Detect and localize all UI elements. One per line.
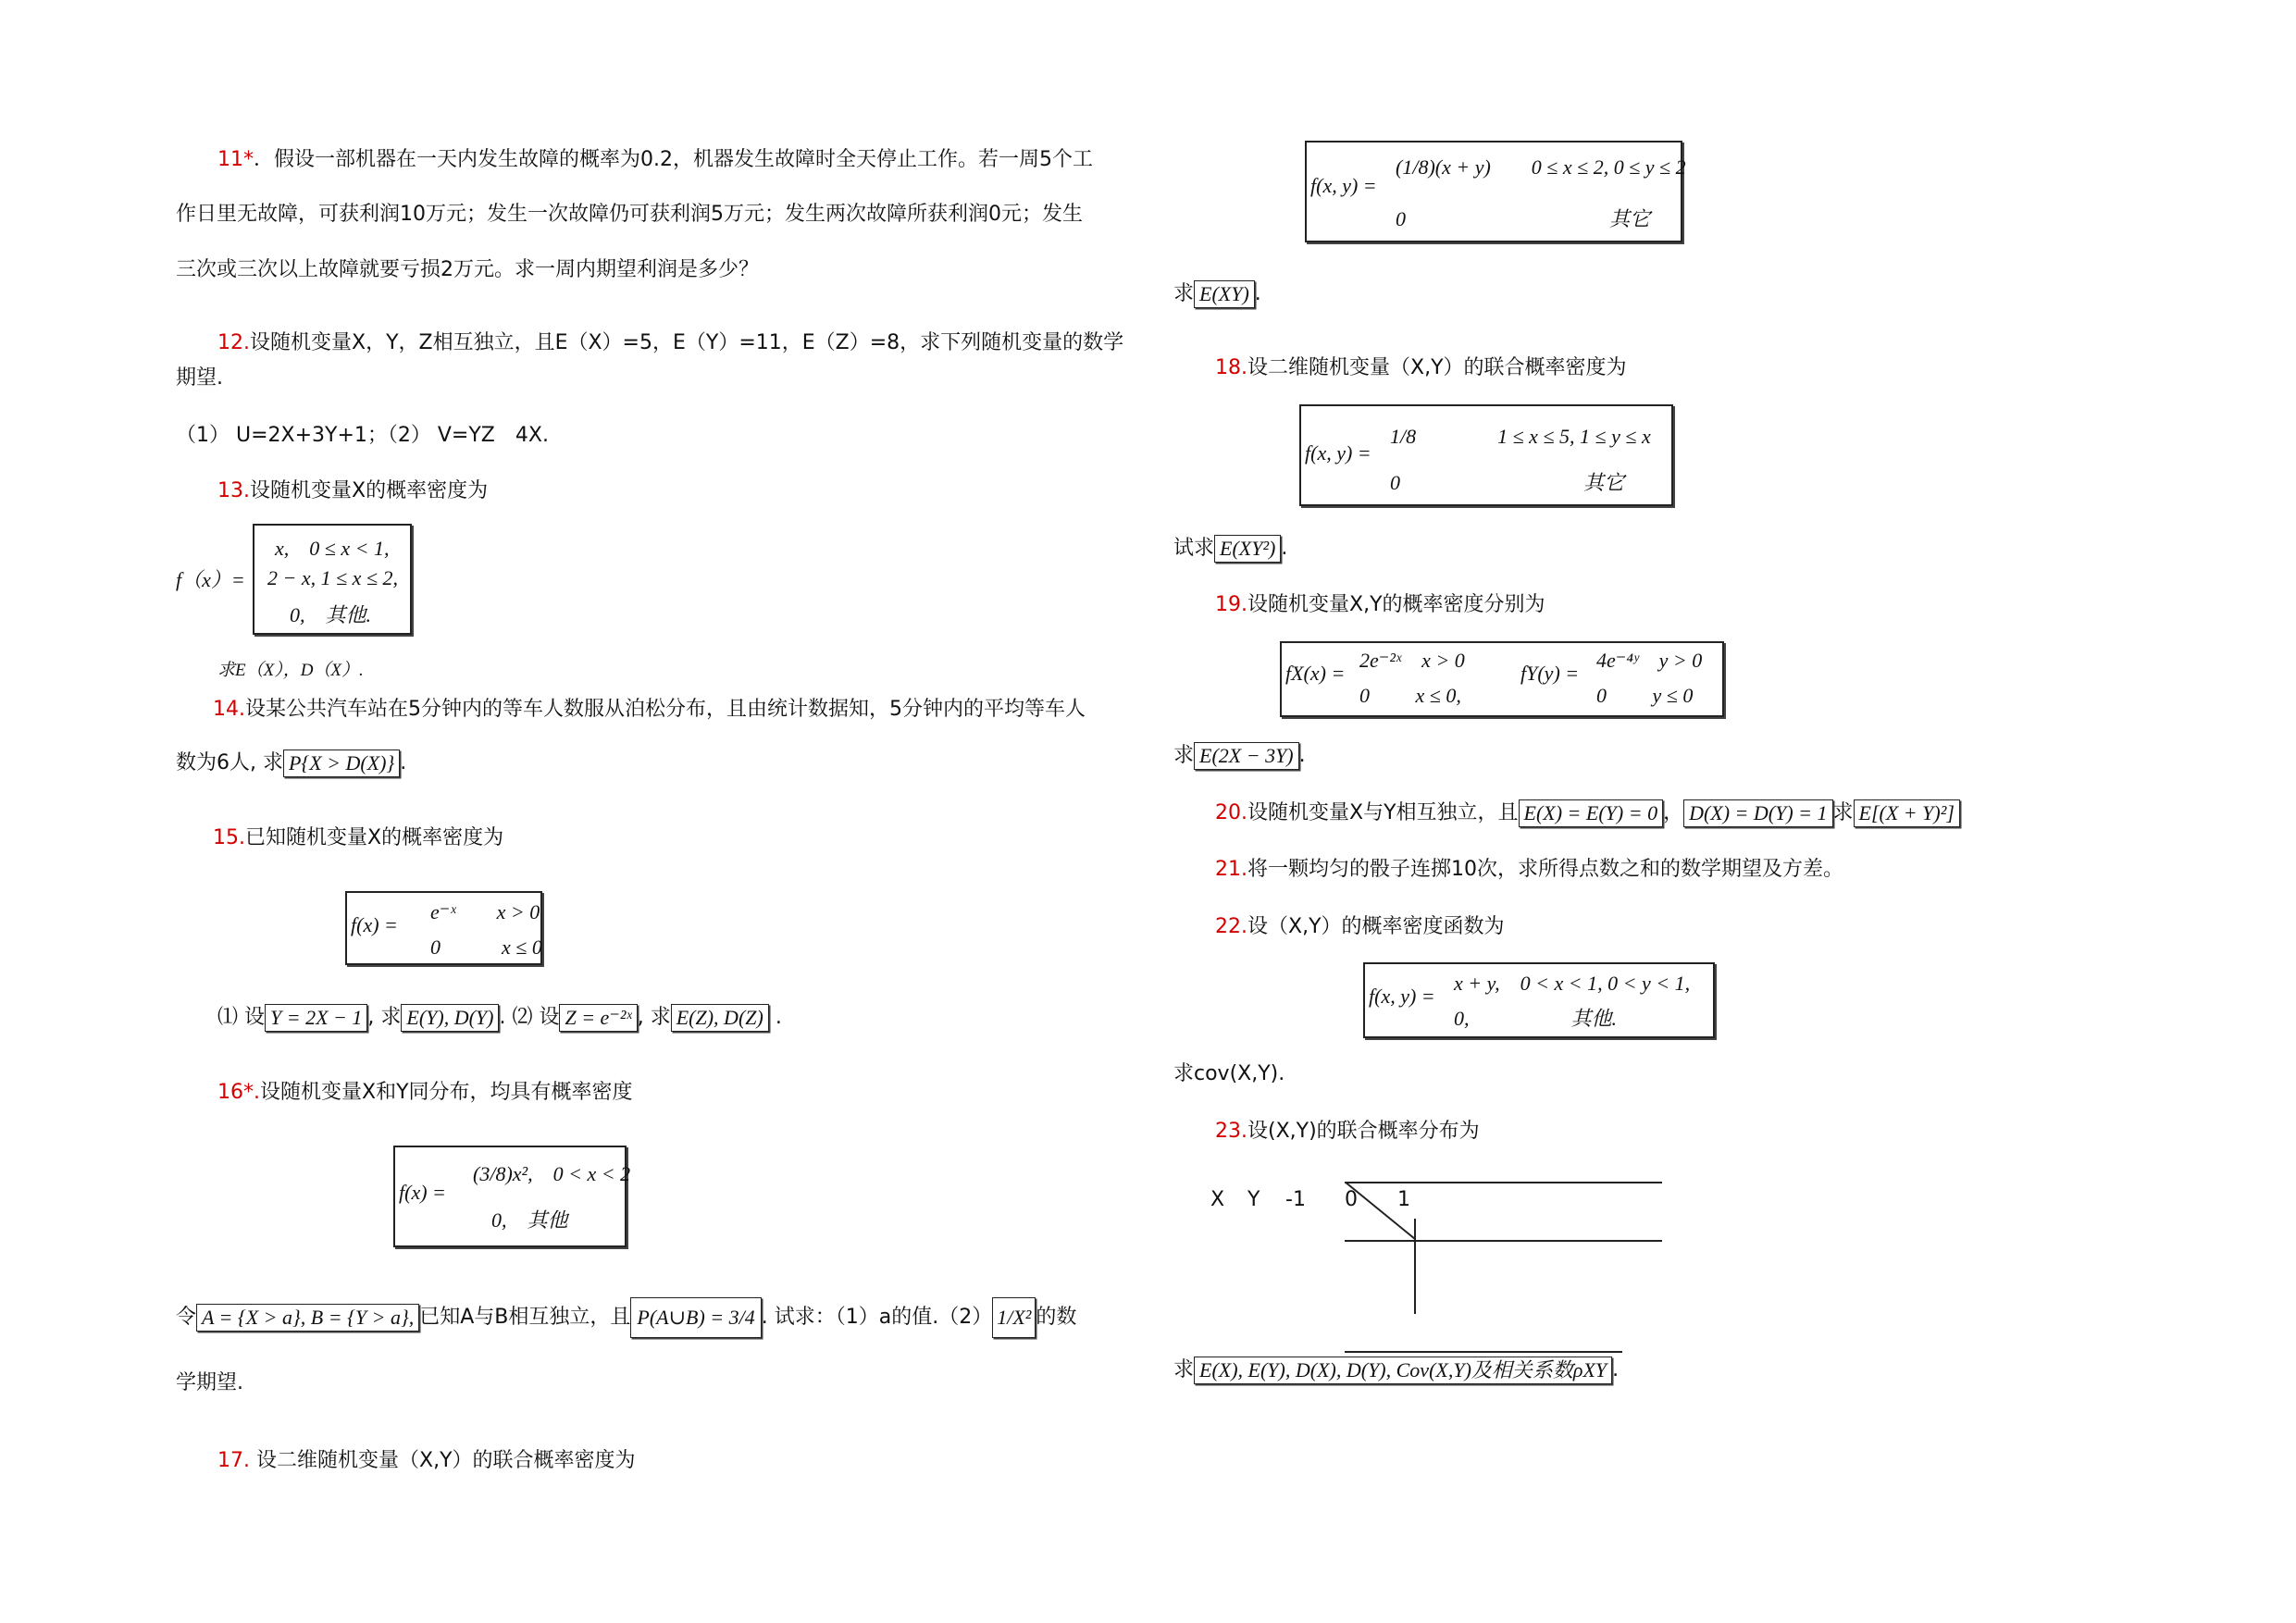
problem-19-question bbox=[1173, 742, 1306, 770]
expectation-expression: E(2X − 3Y) bbox=[1194, 742, 1299, 770]
expression-y: Y = 2X − 1 bbox=[265, 1004, 367, 1032]
question-label: 求 bbox=[1173, 1358, 1195, 1382]
problem-21-line-1 bbox=[1215, 858, 1843, 882]
problem-17-question bbox=[1173, 280, 1261, 308]
density-formula-box bbox=[345, 891, 542, 965]
problem-number: 19. bbox=[1215, 593, 1247, 616]
table-header-zero: 0 bbox=[1345, 1188, 1358, 1211]
punctuation: . bbox=[400, 751, 407, 775]
formula-case: x + y, 0 < x < 1, 0 < y < 1, bbox=[1454, 972, 1691, 995]
problem-number: 11* bbox=[217, 148, 254, 171]
problem-15-line-1 bbox=[213, 826, 503, 850]
problem-11-line-2: 作日里无故障，可获利润10万元；发生一次故障仍可获利润5万元；发生两次故障所获利润0元；发生 bbox=[176, 203, 1083, 226]
formula-case: e⁻ˣ x > 0 bbox=[430, 900, 540, 923]
table-bottom-rule bbox=[1345, 1351, 1622, 1353]
marginal-density-box bbox=[1280, 641, 1724, 717]
problem-number: 17. bbox=[217, 1449, 250, 1472]
table-header-one: 1 bbox=[1397, 1188, 1410, 1211]
problem-12-line-1 bbox=[217, 331, 1123, 355]
joint-density-box bbox=[1305, 141, 1686, 242]
problem-text: 设随机变量X，Y，Z相互独立，且E（X）=5，E（Y）=11，E（Z）=8，求下列随机变量的数学 bbox=[250, 331, 1124, 354]
joint-density-box bbox=[1363, 962, 1715, 1038]
problem-text: 设随机变量X的概率密度为 bbox=[250, 479, 489, 502]
expression-ez-dz: E(Z), D(Z) bbox=[671, 1004, 769, 1032]
formula-lhs: f(x, y) = bbox=[1369, 985, 1435, 1008]
problem-12-line-2: 期望. bbox=[176, 366, 223, 390]
problem-14-line-1 bbox=[213, 698, 1086, 722]
formula-case: 2e⁻²ˣ x > 0 bbox=[1359, 649, 1465, 672]
problem-number: 22. bbox=[1215, 915, 1247, 938]
question-label: 试求 bbox=[1173, 537, 1215, 561]
question-label: . ⑵ 设 bbox=[499, 1006, 560, 1030]
density-lhs: f（x）= bbox=[176, 568, 245, 591]
reciprocal-expression: 1/X² bbox=[992, 1297, 1036, 1338]
formula-lhs: fY(y) = bbox=[1520, 662, 1580, 685]
punctuation: . bbox=[1281, 537, 1288, 561]
problem-text: 已知随机变量X的概率密度为 bbox=[245, 826, 504, 849]
problem-text: ．假设一部机器在一天内发生故障的概率为0.2，机器发生故障时全天停止工作。若一周5个工 bbox=[254, 148, 1093, 171]
problem-16-line-1 bbox=[217, 1081, 633, 1105]
expectation-condition: E(X) = E(Y) = 0 bbox=[1519, 799, 1664, 827]
formula-lhs: f(x) = bbox=[351, 913, 398, 936]
problem-number: 12. bbox=[217, 331, 250, 354]
punctuation: . bbox=[1254, 282, 1261, 306]
problem-text: 设随机变量X,Y的概率密度分别为 bbox=[1247, 593, 1545, 616]
problem-11-line-3: 三次或三次以上故障就要亏损2万元。求一周内期望利润是多少？ bbox=[176, 258, 759, 281]
formula-case: 4e⁻⁴ʸ y > 0 bbox=[1596, 649, 1703, 672]
moments-expression: E(X), E(Y), D(X), D(Y), Cov(X,Y)及相关系数ρXY bbox=[1194, 1357, 1612, 1384]
problem-16-line-3: 学期望. bbox=[176, 1371, 243, 1394]
problem-number: 16*. bbox=[217, 1081, 260, 1104]
problem-14-line-2 bbox=[176, 750, 406, 777]
table-header-x: X bbox=[1210, 1188, 1225, 1211]
problem-23-line-1 bbox=[1215, 1120, 1480, 1144]
formula-lhs: f(x, y) = bbox=[1310, 174, 1377, 197]
expectation-expression: E[(X + Y)²] bbox=[1854, 799, 1960, 827]
expression-z: Z = e⁻²ˣ bbox=[559, 1004, 637, 1032]
problem-number: 23. bbox=[1215, 1120, 1247, 1143]
question-label: , 求 bbox=[367, 1006, 402, 1030]
table-header-y: Y bbox=[1247, 1188, 1260, 1211]
problem-23-question bbox=[1173, 1357, 1619, 1384]
problem-text: 数为6人, 求 bbox=[176, 751, 283, 775]
problem-13-question: 求E（X），D（X）. bbox=[217, 661, 364, 680]
problem-text: 设(X,Y)的联合概率分布为 bbox=[1247, 1120, 1480, 1143]
problem-12-line-3: （1） U=2X+3Y+1；（2） V=YZ 4X. bbox=[176, 424, 549, 447]
formula-case: (3/8)x², 0 < x < 2 bbox=[473, 1162, 631, 1185]
events-definition: A = {X > a}, B = {Y > a}, bbox=[196, 1304, 419, 1332]
formula-lhs: f(x) = bbox=[399, 1181, 446, 1204]
right-column bbox=[1173, 0, 2168, 1623]
formula-case: 2 − x, 1 ≤ x ≤ 2, bbox=[267, 566, 399, 589]
problem-text: 已知A与B相互独立，且 bbox=[419, 1306, 631, 1330]
problem-text: 设（X,Y）的概率密度函数为 bbox=[1247, 915, 1505, 938]
problem-15-questions bbox=[217, 1004, 782, 1032]
problem-text: . 试求：（1）a的值.（2） bbox=[761, 1306, 993, 1330]
formula-lhs: f(x, y) = bbox=[1305, 441, 1371, 465]
table-header-minus-one: -1 bbox=[1285, 1188, 1306, 1211]
punctuation: . bbox=[775, 1006, 782, 1030]
punctuation: ， bbox=[1663, 801, 1684, 825]
formula-case: 0 x ≤ 0, bbox=[1359, 684, 1461, 707]
problem-13-line-1 bbox=[217, 479, 488, 503]
density-formula-box bbox=[393, 1146, 631, 1247]
problem-number: 20. bbox=[1215, 801, 1247, 825]
formula-case: 0, 其他. bbox=[290, 603, 372, 626]
question-label: ⑴ 设 bbox=[217, 1006, 265, 1030]
punctuation: . bbox=[1612, 1358, 1620, 1382]
left-column bbox=[176, 0, 1134, 1623]
formula-case: 0 x ≤ 0 bbox=[430, 935, 542, 959]
problem-text: 设随机变量X和Y同分布，均具有概率密度 bbox=[260, 1081, 633, 1104]
formula-case: 0 其它 bbox=[1396, 207, 1651, 230]
punctuation: . bbox=[1298, 744, 1306, 768]
probability-expression: P{X > D(X)} bbox=[283, 750, 400, 777]
problem-20-line-1 bbox=[1215, 799, 1960, 827]
question-label: 令 bbox=[176, 1306, 197, 1330]
problem-text: 的数 bbox=[1036, 1306, 1077, 1330]
problem-17-line-1 bbox=[217, 1449, 636, 1473]
problem-18-question bbox=[1173, 535, 1287, 563]
joint-density-box bbox=[1299, 404, 1673, 506]
table-diagonal-line bbox=[1345, 1182, 1417, 1241]
problem-number: 15. bbox=[213, 826, 245, 849]
problem-22-question: 求cov(X,Y). bbox=[1173, 1062, 1285, 1085]
variance-condition: D(X) = D(Y) = 1 bbox=[1683, 799, 1832, 827]
formula-case: x, 0 ≤ x < 1, bbox=[275, 537, 390, 560]
problem-number: 18. bbox=[1215, 356, 1247, 379]
problem-number: 13. bbox=[217, 479, 250, 502]
formula-case: 0, 其他 bbox=[491, 1208, 568, 1232]
problem-text: 设随机变量X与Y相互独立，且 bbox=[1247, 801, 1519, 825]
formula-case: (1/8)(x + y) 0 ≤ x ≤ 2, 0 ≤ y ≤ 2 bbox=[1396, 155, 1686, 179]
formula-case: 0 其它 bbox=[1390, 471, 1625, 494]
question-label: 求 bbox=[1173, 744, 1195, 768]
problem-19-line-1 bbox=[1215, 593, 1545, 617]
question-label: 求 bbox=[1173, 282, 1195, 306]
probability-union: P(A∪B) = 3/4 bbox=[630, 1297, 761, 1338]
expression-ey-dy: E(Y), D(Y) bbox=[401, 1004, 499, 1032]
question-label: 求 bbox=[1832, 801, 1854, 825]
density-formula-box bbox=[253, 524, 412, 635]
problem-number: 21. bbox=[1215, 858, 1247, 881]
problem-text: 设二维随机变量（X,Y）的联合概率密度为 bbox=[1247, 356, 1627, 379]
problem-number: 14. bbox=[213, 698, 245, 721]
problem-18-line-1 bbox=[1215, 356, 1627, 380]
formula-case: 0, 其他. bbox=[1454, 1007, 1618, 1030]
problem-text: 设二维随机变量（X,Y）的联合概率密度为 bbox=[256, 1449, 636, 1472]
expectation-expression: E(XY²) bbox=[1214, 535, 1281, 563]
problem-text: 将一颗均匀的骰子连掷10次，求所得点数之和的数学期望及方差。 bbox=[1247, 858, 1843, 881]
question-label: , 求 bbox=[637, 1006, 671, 1030]
problem-text: 设某公共汽车站在5分钟内的等车人数服从泊松分布，且由统计数据知，5分钟内的平均等车人 bbox=[245, 698, 1086, 721]
problem-11-line-1 bbox=[217, 148, 1093, 172]
formula-case: 0 y ≤ 0 bbox=[1596, 684, 1694, 707]
expectation-expression: E(XY) bbox=[1194, 280, 1255, 308]
formula-lhs: fX(x) = bbox=[1285, 662, 1346, 685]
problem-16-line-2 bbox=[176, 1297, 1076, 1338]
problem-22-line-1 bbox=[1215, 915, 1505, 939]
formula-case: 1/8 1 ≤ x ≤ 5, 1 ≤ y ≤ x bbox=[1390, 425, 1651, 448]
